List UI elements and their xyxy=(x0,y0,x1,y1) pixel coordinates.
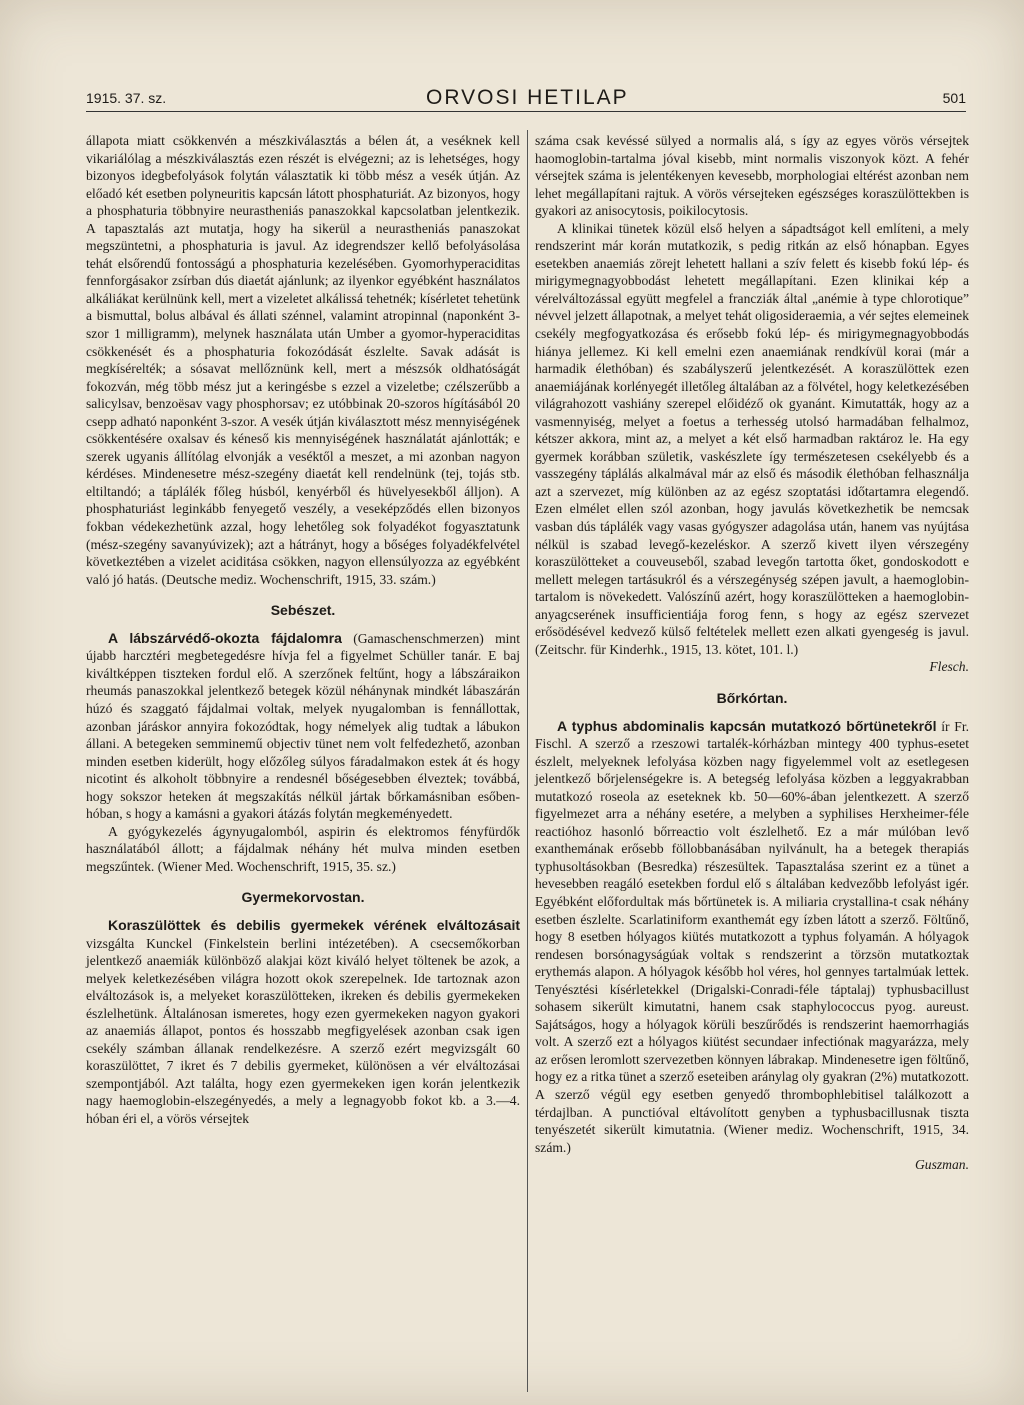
section-heading-borkortan: Bőrkórtan. xyxy=(716,689,788,706)
treatment-paragraph: A gyógykezelés ágynyugalomból, aspirin és elektromos fényfürdők használatából állott; a fájdalmak néhány hét mulva minden esetben megszűntek. (Wiener Med. Wochenschrift, 1915, 35. sz.) xyxy=(86,823,520,874)
issue-number: 1915. 37. sz. xyxy=(86,90,167,106)
typhus-paragraph xyxy=(535,718,969,1157)
column-divider xyxy=(527,130,528,1392)
section-heading-gyermekorvostan: Gyermekorvostan. xyxy=(241,889,365,906)
article-body: ír Fr. Fischl. A szerző a rzeszowi tartalék-kórházban mintegy 400 typhus-esetet észlelt, melyeknek lefolyása közben nagy figyelemmel volt az esetlegesen jelentkező bőrjelenségekre is. A betegség lefolyása közben a leggyakrabban mutatkozó roseola az eseteknek kb. 50—60%-ában jelentkezett. A szerző figyelmezet arra a néhány esetére, a melyben a syphilises Herxheimer-féle reactióhoz hasonló bőrreactio volt észlelhető. Ez a már múlóban levő exanthemának erősebb föllobbanásában nyilvánult, ha a betegek therapiás typhusoltásokban (Besredka) részesültek. Tapasztalása szerint ez a tünet a hevesebben reagáló esetekben fordul elő s általában kedvezőbb lefolyást igér. Egyébként előfordultak más bőrtünetek is. A miliaria crystallina-t csak néhány esetben észlelte. Scarlatiniform exanthemát egy ízben látott a szerző. Föltűnő, hogy 8 esetben hólyagos kiütés mutatkozott a typhus folyamán. A hólyagok rendesen borsónagyságúak voltak s rendszerint a törzsön mutatkoztak erythemás alapon. A hólyagok később hol véres, hol gennyes tartalmúak lettek. Tenyésztési kísérletekkel (Drigalski-Conradi-féle táptalaj) typhusbacillust sohasem sikerült kimutatni, hanem csak staphylococcus pyog. aureust. Sajátságos, hogy a hólyagok körüli beszűrődés is rendszerint haemorrhagiás volt. A szerző ezt a hólyagos kiütést secundaer infectiónak magyarázza, mely az erősen leromlott szervezetben könnyen lábrakap. Mindenesetre igen föltűnő, hogy ez a ritka tünet a szerző eseteiben aránylag oly gyakran (2%) mutatkozott. A szerző végül egy esetben genyedő thrombophlebitisel találkozott a térdajlban. A punctióval eltávolított genyben a typhusbacillusnak tiszta tenyészetét sikerült kimutatnia. (Wiener mediz. Wochenschrift, 1915, 34. szám.) xyxy=(535,718,970,1155)
gamaschen-paragraph xyxy=(86,630,520,823)
clinical-paragraph: A klinikai tünetek közül első helyen a sápadtságot kell említeni, a mely rendszerint már korán mutatkozik, s pedig ritkán az első hónapban. Egyes esetekben anaemiás zörejt lehetett hallani a szív felett és kisebb fokú lép- és mirigymegnagyobbodást lehetett megállapítani. Ezen klinikai kép a vérelváltozással együtt megfelel a francziák által „anémie à type chlorotique” névvel jelzett állapotnak, a melyet tehát oligosideraemia, a vér sejtes elemeinek csekély megfogyatkozása és erősebb fokú lép- és mirigymegnagyobbodás hiánya jellemez. Ki kell emelni ezen anaemiának rendkívül korai (már a harmadik élethóban) és szabályszerű jelentkezését. A koraszülöttek ezen anaemiájának korlényegét illetőleg általában az a fölvétel, hogy keletkezésében világrahozott vashiány szerepel előidéző ok gyanánt. Kimutatták, hogy az a vasmennyiség, melyet a foetus a terhesség utolsó harmadában felhalmoz, kétszer akkora, mint az, a melyet a két első harmadban raktároz le. Ha egy gyermek korábban születik, vaskészlete így természetesen csekélyebb és a vasszegény táplálás alkalmával már az első és második élethóban felhasználja azt a szervezet, míg különben az az egész szoptatási időtartamra elegendő. Ezen elmélet ellen szól azonban, hogy javulás következhetik be nemcsak vasban dús táplálék vagy vasas gyógyszer adagolása után, hanem vas nyújtása nélkül is szabad levegő-kezeléskor. A szerző kivett ilyen vérszegény koraszülötteket a couveuseből, szabad levegőn tartotta őket, gondoskodott e mellett melegen tartásukról és a vérszegénység szépen javult, a haemoglobin-tartalom is növekedett. Valószínű azért, hogy koraszülötteken a haemoglobin-anyagcserének insufficientiája forog fenn, s hogy az egész szervezet erősödésével kedvező külső feltételek mellett ezen alkati gyengeség is javul. (Zeitschr. für Kinderhk., 1915, 13. kötet, 101. l.) xyxy=(535,220,969,657)
author-signature: Flesch. xyxy=(929,659,969,675)
continued-paragraph: száma csak kevéssé sülyed a normalis alá, s így az egyes vörös vérsejtek haomoglobin-tartalma jóval kisebb, mint normalis viszonyok közt. A fehér vérsejtek száma is jelentékenyen kevesebb, morphologiai eltérést azonban nem lehet megállapítani rajtuk. A vörös vérsejteken egészséges koraszülöttekben is gyakori az anisocytosis, poikilocytosis. xyxy=(535,133,969,219)
left-column xyxy=(86,132,520,1392)
author-signature: Guszman. xyxy=(914,1157,969,1173)
article-lead-title: Koraszülöttek és debilis gyermekek vérének elváltozásait xyxy=(108,916,520,933)
header-rule xyxy=(86,111,966,112)
right-column xyxy=(535,132,969,1392)
article-lead-title: A typhus abdominalis kapcsán mutatkozó bőrtünetekről xyxy=(557,717,937,734)
article-body: vizsgálta Kunckel (Finkelstein berlini intézetében). A csecsemőkorban jelentkező anaemiák különböző alakjai közt kiváló helyet töltenek be azok, a melyek keletkezésében világra hozott okok szerepelnek. Ide tartoznak azon elváltozások is, a melyeket koraszülötteken, ikreken és debilis gyermekeken észlelhetünk. Általánosan ismeretes, hogy ezen gyermekeken nagyon gyakori az anaemiás állapot, pontos és hosszabb megfigyelések azonban csak igen csekély számban állanak rendelkezésre. A szerző ezért megvizsgált 60 koraszülöttet, 7 ikret és 7 debilis gyermeket, különösen a vér elváltozásai szempontjából. Azt találta, hogy ezen gyermekeken igen korán jelentkezik nagy haemoglobin-elszegényedés, a mely a legnagyobb fokot kb. a 3.—4. hóban éri el, a vörös vérsejtek xyxy=(86,935,520,1126)
page-header xyxy=(86,88,966,112)
section-heading-sebeszet: Sebészet. xyxy=(270,602,336,619)
koraszulottek-paragraph xyxy=(86,917,520,1128)
article-lead-title: A lábszárvédő-okozta fájdalomra xyxy=(108,629,342,646)
page-number: 501 xyxy=(942,90,966,106)
journal-title: ORVOSI HETILAP xyxy=(426,86,629,109)
article-body: (Gamaschenschmerzen) mint újabb harcztéri megbetegedésre hívja fel a figyelmet Schüller tanár. E baj kiváltképpen tiszteken fordul elő. A szerzőnek feltűnt, hogy a lábszáraikon rheumás panaszokkal jelentkező betegek közül néhánynak mindkét lábaszárán húzó és szaggató fájdalmai voltak, melyek nyugalomban is fennállottak, azonban járáskor annyira fokozódtak, hogy némelyek alig tudtak a lábukon állani. A betegeken semminemű objectiv tünet nem volt felfedezhető, azonban minden esetben kiderült, hogy előzőleg súlyos fáradalmakon estek át és hogy nicotint és alkoholt többnyire a rendesnél bőségesebben élveztek; továbbá, hogy sokszor heteken át megszakítás nélkül jártak bőrkamásniban esőben-hóban, s hogy a kamásni a gyakori átázás folytán megkeményedett. xyxy=(86,630,520,822)
phosphaturia-paragraph: állapota miatt csökkenvén a mészkiválasztás a bélen át, a veséknek kell vikariálólag a mészkiválasztás ezen részét is elvégezni; az is lehetséges, hogy bizonyos idegbefolyások folytán választatik ki több mész a vesék útján. Az előadó két esetben polyneuritis kapcsán látott phosphaturiát. Az bizonyos, hogy a phosphaturia többnyire neurastheniás panaszokkal kapcsolatban jelentkezik. A tapasztalás azt mutatja, hogy ha sikerül a neurastheniás panaszokat megszüntetni, a phosphaturia is javul. Az idegrendszer kellő befolyásolása tehát elsőrendű fontosságú a phosphaturia kezelésében. Gyomorhyperaciditas fennforgásakor zsírban dús diaetát ajánlunk; az ilyenkor egyébként használatos alkáliákat kerülnünk kell, mert a vizeletet alkálissá tehetnék; kísérletet tehetünk a bismuttal, bolus albával és állati szénnel, valamint atropinnal (naponként 3-szor 1 milligramm), melynek használata után Umber a gyomor-hyperaciditas csökkenését és a phosphaturia fokozódását észlelte. Savak adását is megkísérelték; a sósavat mellőznünk kell, mert a mészsók oldhatóságát fokozván, még több mész jut a keringésbe s ezzel a vizeletbe; czélszerűbb a salicylsav, benzoësav vagy phosphorsav; ez utóbbinak 20-szoros hígításából 20 csepp adható naponként 3-szor. A vesék útján kiválasztott mész mennyiségének csökkentésére oxalsav és kéneső kis mennyiségének használatát ajánlották; e szerek ugyanis állítólag elvonják a veséktől a meszet, a mi azonban nagyon kérdéses. Mindenesetre mész-szegény diaetát kell rendelnünk (tej, tojás stb. eltiltandó; a táplálék főleg húsból, kenyérből és hüvelyesekből álljon). A phosphaturiást leginkább fenyegető veszély, a veseképződés ellen bizonyos fokban védekezhetünk azzal, hogy lehetőleg sok folyadékot fogyasztatunk (mész-szegény savanyúvizek); azt a hátrányt, hogy a bőséges folyadékfelvétel következtében a vizelet aciditása csökken, nagyon ellensúlyozza az egyébként való jó hatás. (Deutsche mediz. Wochenschrift, 1915, 33. szám.) xyxy=(86,133,520,587)
